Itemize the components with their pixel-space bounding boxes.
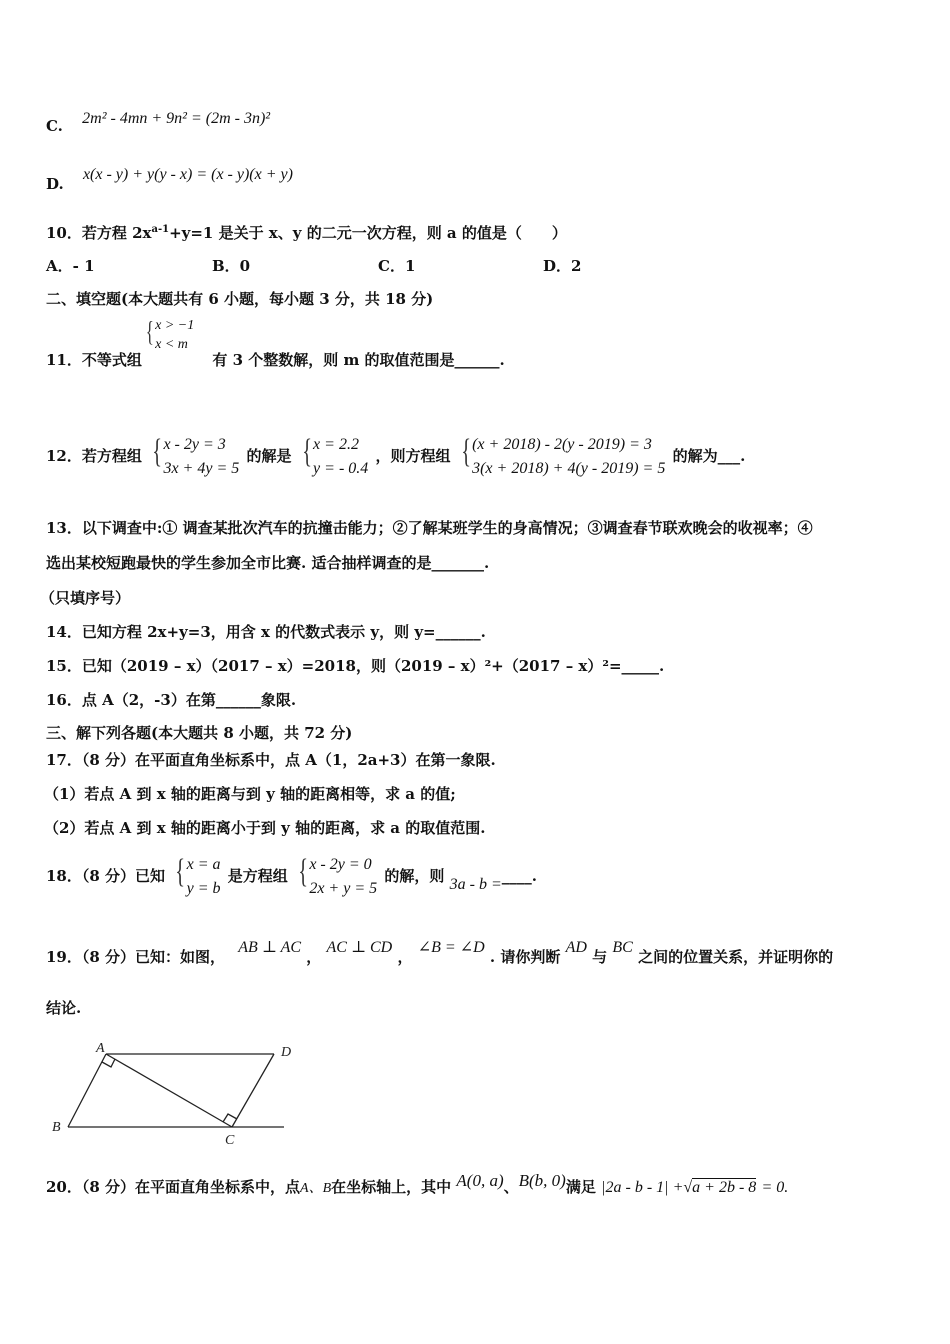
q20-cond-a: |2a - b - 1| + [601,1179,684,1196]
q11 [46,316,505,368]
q12 [46,432,745,481]
q18-expr: 3a - b = [449,876,502,893]
q12-sys3-row1: (x + 2018) - 2(y - 2019) = 3 [472,436,652,453]
q19-line-2: 结论. [46,999,82,1017]
q10-stem [46,220,567,243]
q20: 20．（8 分）在平面直角坐标系中，点A、B在坐标轴上，其中 A(0, a)、B(b, 0)满足 |2a - b - 1| +√a + 2b - 8 = 0. [46,1171,789,1196]
q18 [46,852,537,901]
q13-line-3: （只填序号） [40,589,131,607]
q20-ab: A、B [300,1181,332,1196]
q9-option-c [46,108,271,135]
figure-label-a: A [96,1041,105,1056]
figure-segment-ab [68,1054,106,1127]
q20-point-b: B(b, 0) [518,1171,566,1190]
q12-mid1: 的解是 [246,447,292,465]
q18-mid2: 的解，则 [384,867,445,885]
q17-part-2: （2）若点 A 到 x 轴的距离小于到 y 轴的距离，求 a 的取值范围. [44,819,486,837]
q18-system-1: { x = a y = b [172,853,220,901]
q11-row1: x > −1 [155,318,195,333]
figure-label-c: C [225,1133,235,1148]
q9-d-label: D. [46,175,64,193]
q18-system-2: { x - 2y = 0 2x + y = 5 [295,853,377,901]
q12-sys1-row1: x - 2y = 3 [163,436,226,453]
q9-c-label: C. [46,117,63,135]
q19-with: 与 [592,948,608,966]
q18-sys2-row1: x - 2y = 0 [309,856,372,873]
figure-segment-ac [106,1054,232,1127]
section-3-heading: 三、解下列各题(本大题共 8 小题，共 72 分) [46,724,353,742]
q17-part-1: （1）若点 A 到 x 轴的距离与到 y 轴的距离相等，求 a 的值; [44,785,456,803]
q19-figure [46,1036,316,1148]
q20-prefix: 20．（8 分）在平面直角坐标系中，点 [46,1178,301,1196]
figure-right-angle-a [102,1059,115,1067]
q13-line-1: 13．以下调查中:① 调查某批次汽车的抗撞击能力；②了解某班学生的身高情况；③调查春节联欢晚会的收视率；④ [46,519,813,537]
q12-sys1-row2: 3x + 4y = 5 [163,460,240,477]
q15: 15．已知（2019 – x）（2017 – x）=2018，则（2019 – x）²+（2017 – x）²=_____. [46,657,665,675]
q20-sep: 、 [503,1178,519,1196]
q9-c-expr: 2m² - 4mn + 9n² = (2m - 3n)² [82,110,271,127]
q20-mid: 在坐标轴上，其中 [331,1178,452,1196]
q17-stem: 17．（8 分）在平面直角坐标系中，点 A（1，2a+3）在第一象限. [46,751,496,769]
section-2-heading: 二、填空题(本大题共有 6 小题，每小题 3 分，共 18 分) [46,290,434,308]
q12-sys2-row2: y = - 0.4 [313,460,369,477]
q19-mid: . 请你判断 [489,948,561,966]
q10-option-c: C．1 [378,257,416,275]
figure-segment-cd [232,1054,274,1127]
q11-suffix: 有 3 个整数解，则 m 的取值范围是______. [212,351,505,369]
q18-sys1-row1: x = a [186,856,221,873]
q13-line-2: 选出某校短跑最快的学生参加全市比赛. 适合抽样调查的是_______. [46,554,490,572]
q20-cond-b: = 0. [761,1179,789,1196]
q20-point-a: A(0, a) [456,1171,504,1190]
q12-system-1: { x - 2y = 3 3x + 4y = 5 [149,433,239,481]
q18-sys1-row2: y = b [186,880,221,897]
figure-label-d: D [281,1045,292,1060]
q19-math-1: AB ⊥ AC [238,939,302,956]
q20-sat: 满足 [565,1178,596,1196]
q16: 16．点 A（2，-3）在第______象限. [46,691,297,709]
q20-cond-sqrt: a + 2b - 8 [692,1179,757,1196]
q19-math-5: BC [612,939,633,956]
q19-prefix: 19．（8 分）已知：如图， [46,948,226,966]
q19-suffix: 之间的位置关系，并证明你的 [638,948,834,966]
q10-text-a: 10．若方程 2x [46,224,152,242]
figure-label-b: B [52,1120,61,1135]
q19-math-2: AC ⊥ CD [326,939,393,956]
q19: 19．（8 分）已知：如图， AB ⊥ AC ， AC ⊥ CD ， ∠B = ∠D . 请你判断 AD 与 BC 之间的位置关系，并证明你的 [46,939,834,966]
q18-prefix: 18．（8 分）已知 [46,867,166,885]
q10-option-a: A．- 1 [46,257,95,275]
q19-math-4: AD [565,939,587,956]
q9-d-expr: x(x - y) + y(y - x) = (x - y)(x + y) [82,166,293,183]
q18-mid: 是方程组 [227,867,288,885]
q12-sys2-row1: x = 2.2 [313,436,359,453]
q11-row2: x < m [155,337,188,352]
q19-math-3: ∠B = ∠D [417,939,485,956]
q11-brace: { [145,317,154,348]
q10-text-b: +y=1 是关于 x、y 的二元一次方程，则 a 的值是（ ） [169,224,567,242]
q9-option-d [46,164,293,193]
q12-prefix: 12．若方程组 [46,447,142,465]
q18-end: ____. [501,867,537,885]
q10-sup: a-1 [151,224,170,235]
q18-sys2-row2: 2x + y = 5 [309,880,378,897]
q12-mid2: ，则方程组 [375,447,451,465]
q12-system-3: { (x + 2018) - 2(y - 2019) = 3 3(x + 2018) + 4(y - 2019) = 5 [458,433,666,481]
q12-system-2: { x = 2.2 y = - 0.4 [299,433,369,481]
q12-sys3-row2: 3(x + 2018) + 4(y - 2019) = 5 [472,460,666,477]
q10-option-b: B．0 [212,257,251,275]
q12-suffix: 的解为___. [672,447,746,465]
q10-option-d: D．2 [543,257,582,275]
q14: 14．已知方程 2x+y=3，用含 x 的代数式表示 y，则 y=______. [46,623,486,641]
q11-prefix: 11．不等式组 [46,351,142,369]
